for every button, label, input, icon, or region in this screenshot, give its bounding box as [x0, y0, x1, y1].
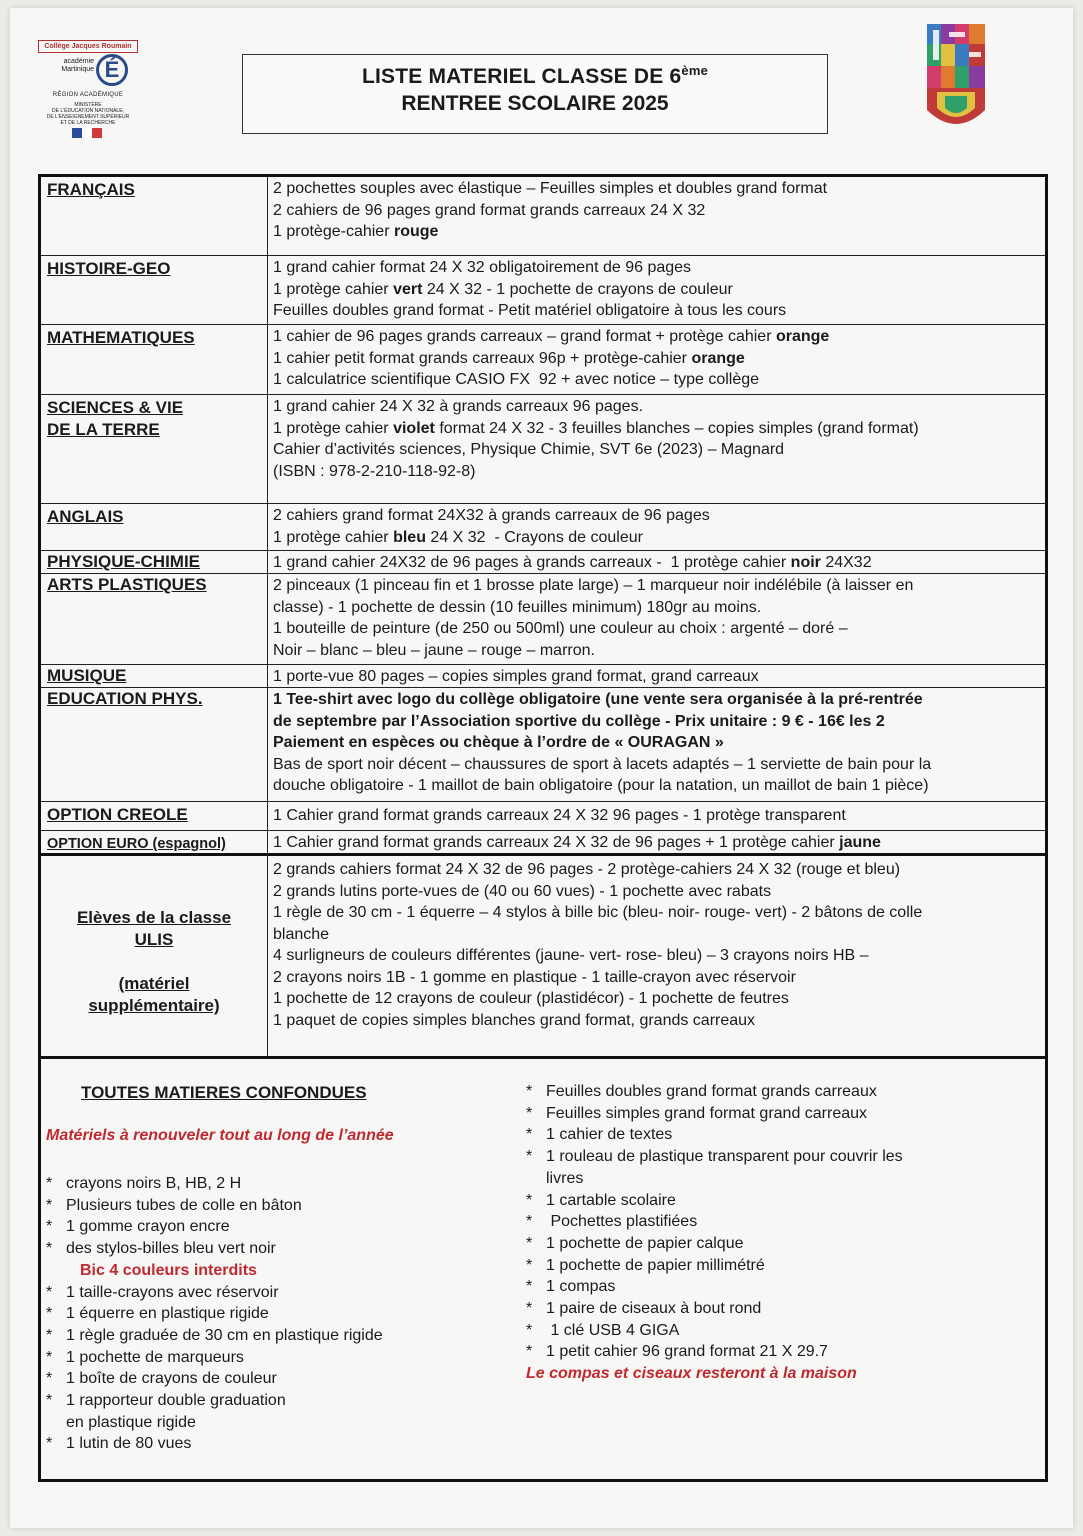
ulis-label-3: (matériel: [118, 974, 190, 993]
list-item: * 1 équerre en plastique rigide: [46, 1305, 269, 1323]
line-text: Feuilles doubles grand format - Petit matériel obligatoire à tous les cours: [273, 302, 787, 319]
subject-name: PHYSIQUE-CHIMIE: [47, 552, 201, 571]
ulis-line: 4 surligneurs de couleurs différentes (jaune- vert- rose- bleu) – 3 crayons noirs HB –: [273, 947, 869, 964]
subject-row-musique: [41, 665, 1045, 688]
subject-name: SCIENCES & VIE DE LA TERRE: [47, 398, 184, 439]
list-item-continuation: en plastique rigide: [66, 1413, 196, 1431]
line-text: Cahier d’activités sciences, Physique Chimie, SVT 6e (2023) – Magnard: [273, 441, 785, 458]
list-item: * 1 rouleau de plastique transparent pour couvrir les: [526, 1148, 903, 1166]
content-line: [273, 775, 1041, 797]
ulis-line: 1 paquet de copies simples blanches grand format, grands carreaux: [273, 1011, 756, 1029]
subject-name: ANGLAIS: [47, 507, 124, 526]
content-line: [273, 805, 1041, 827]
subject-row-education-physique: [41, 688, 1045, 802]
list-item: * Feuilles doubles grand format grands carreaux: [526, 1083, 877, 1100]
right-list: [524, 1081, 1024, 1385]
content-line: [273, 711, 1041, 733]
ulis-label-4: supplémentaire): [88, 996, 220, 1015]
school-crest-icon: [925, 22, 987, 138]
line-text: 1 cahier de 96 pages grands carreaux – grand format + protège cahier: [273, 328, 776, 345]
line-text: 1 bouteille de peinture (de 250 ou 500ml) une couleur au choix : argenté – doré –: [273, 620, 848, 637]
subject-content: [267, 665, 1045, 687]
line-text: 1 grand cahier 24X32 de 96 pages à grands carreaux - 1 protège cahier: [273, 554, 791, 571]
list-item: * Plusieurs tubes de colle en bâton: [46, 1196, 302, 1214]
content-line: [273, 618, 1041, 640]
subject-row-option-creole: [41, 802, 1045, 831]
list-item: * 1 clé USB 4 GIGA: [526, 1321, 680, 1339]
list-item: * 1 rapporteur double graduation: [46, 1392, 286, 1410]
ulis-line: 2 grands lutins porte-vues de (40 ou 60 vues) - 1 pochette avec rabats: [273, 882, 772, 900]
content-line: [273, 689, 1041, 711]
line-text: format 24 X 32 - 3 feuilles blanches – copies simples (grand format): [434, 419, 919, 437]
subject-name: OPTION EURO (espagnol): [47, 836, 226, 852]
list-item: * 1 pochette de papier millimétré: [526, 1256, 765, 1274]
content-line: [273, 640, 1041, 662]
subject-name: OPTION CREOLE: [47, 805, 188, 824]
content-line: [273, 221, 1041, 243]
content-line: [273, 552, 1041, 574]
highlight-text: bleu: [393, 528, 426, 546]
list-item: * des stylos-billes bleu vert noir: [46, 1240, 276, 1258]
content-line: [273, 597, 1041, 619]
subject-content: [267, 504, 1045, 550]
line-text: Noir – blanc – bleu – jaune – rouge – marron.: [273, 641, 595, 659]
academie-logo: [36, 40, 140, 145]
content-line: [273, 418, 1041, 440]
line-text: douche obligatoire - 1 maillot de bain obligatoire (pour la natation, un maillot de bain 1 pièce): [273, 777, 929, 794]
line-text: 1 protège cahier: [273, 528, 394, 546]
list-item: * 1 taille-crayons avec réservoir: [46, 1283, 279, 1301]
subject-content: [267, 574, 1045, 664]
subject-content: [267, 395, 1045, 503]
content-line: [273, 439, 1041, 461]
ulis-line: 1 pochette de 12 crayons de couleur (plastidécor) - 1 pochette de feutres: [273, 990, 789, 1007]
list-item: * crayons noirs B, HB, 2 H: [46, 1175, 242, 1192]
content-line: [273, 178, 1041, 200]
content-line: [273, 666, 1041, 688]
content-line: [273, 832, 1041, 854]
content-line: [273, 461, 1041, 483]
content-line: [273, 279, 1041, 301]
list-item: * 1 paire de ciseaux à bout rond: [526, 1300, 762, 1318]
line-text: 2 cahiers grand format 24X32 à grands carreaux de 96 pages: [273, 507, 710, 524]
subject-name: EDUCATION PHYS.: [47, 689, 203, 708]
line-text: 1 Cahier grand format grands carreaux 24 X 32 96 pages - 1 protège transparent: [273, 807, 846, 824]
list-item: * Pochettes plastifiées: [526, 1213, 698, 1231]
subject-row-mathematiques: [41, 325, 1045, 395]
line-text: 1 cahier petit format grands carreaux 96p + protège-cahier: [273, 349, 692, 367]
line-text: 1 protège cahier: [273, 280, 394, 298]
list-item: * 1 pochette de papier calque: [526, 1234, 744, 1252]
french-flag-icon: [72, 128, 102, 138]
academie-name: académie Martinique: [61, 58, 94, 73]
list-item: * 1 petit cahier 96 grand format 21 X 29.7: [526, 1343, 828, 1361]
content-line: [273, 754, 1041, 776]
page-title: LISTE MATERIEL CLASSE DE 6ème RENTREE SCOLAIRE 2025: [242, 54, 828, 134]
list-item: * 1 boîte de crayons de couleur: [46, 1370, 277, 1388]
line-text: 24X32: [820, 554, 872, 571]
material-table: [38, 174, 1048, 1482]
list-item: * 1 cahier de textes: [526, 1126, 673, 1144]
line-text: 1 grand cahier format 24 X 32 obligatoirement de 96 pages: [273, 259, 692, 276]
content-line: [273, 732, 1041, 754]
line-text: 2 pinceaux (1 pinceau fin et 1 brosse plate large) – 1 marqueur noir indélébile (à laisser en: [273, 577, 914, 594]
list-item: * 1 règle graduée de 30 cm en plastique rigide: [46, 1326, 383, 1344]
ulis-label: Elèves de la classe: [76, 908, 232, 927]
school-badge: Collège Jacques Roumain: [38, 40, 138, 53]
general-materials: [41, 1057, 1045, 1479]
general-subtitle: Matériels à renouveler tout au long de l’année: [46, 1127, 394, 1144]
subject-content: [267, 325, 1045, 394]
line-text: 2 pochettes souples avec élastique – Feuilles simples et doubles grand format: [273, 180, 828, 197]
content-line: [273, 527, 1041, 549]
list-item-continuation: livres: [546, 1169, 584, 1187]
content-line: [273, 200, 1041, 222]
line-text: 24 X 32 - 1 pochette de crayons de couleur: [422, 280, 733, 298]
line-text: 24 X 32 - Crayons de couleur: [425, 528, 643, 546]
subject-name: FRANÇAIS: [47, 180, 135, 199]
list-item: * 1 compas: [526, 1278, 616, 1296]
highlight-text: violet: [393, 419, 435, 437]
list-item: * 1 lutin de 80 vues: [46, 1435, 192, 1453]
subject-row-physique-chimie: [41, 551, 1045, 574]
left-list: [44, 1173, 514, 1455]
highlight-text: rouge: [393, 223, 439, 240]
ulis-content: [267, 856, 1045, 1056]
highlight-text: 1 Tee-shirt avec logo du collège obligatoire (une vente sera organisée à la pré-rentrée: [273, 691, 923, 708]
subject-name: ARTS PLASTIQUES: [47, 575, 207, 594]
general-title: TOUTES MATIERES CONFONDUES: [81, 1083, 367, 1102]
subject-content: [267, 551, 1045, 573]
content-line: [273, 369, 1041, 391]
ulis-line: 2 crayons noirs 1B - 1 gomme en plastique - 1 taille-crayon avec réservoir: [273, 968, 796, 986]
line-text: 1 protège-cahier: [273, 223, 394, 240]
ulis-label-2: ULIS: [134, 930, 174, 949]
subject-row-option-euro: [41, 831, 1045, 856]
ulis-line: 2 grands cahiers format 24 X 32 de 96 pages - 2 protège-cahiers 24 X 32 (rouge et bleu): [273, 861, 901, 878]
content-line: [273, 505, 1041, 527]
line-text: Bas de sport noir décent – chaussures de sport à lacets adaptés – 1 serviette de bain pour la: [273, 755, 932, 773]
subject-content: [267, 256, 1045, 324]
content-line: [273, 257, 1041, 279]
ministry-label: MINISTÈRE DE L'ÉDUCATION NATIONALE, DE L'ENSEIGNEMENT SUPÉRIEUR ET DE LA RECHERCHE: [46, 102, 130, 126]
ulis-line: blanche: [273, 925, 330, 943]
subject-content: [267, 802, 1045, 830]
content-line: [273, 326, 1041, 348]
highlight-text: noir: [790, 554, 821, 571]
line-text: 1 protège cahier: [273, 419, 394, 437]
content-line: [273, 300, 1041, 322]
warning-text: Bic 4 couleurs interdits: [80, 1261, 257, 1279]
education-logo-icon: É: [96, 54, 128, 86]
list-item: * 1 gomme crayon encre: [46, 1218, 230, 1236]
highlight-text: orange: [775, 328, 830, 345]
highlight-text: Paiement en espèces ou chèque à l’ordre de « OURAGAN »: [273, 734, 724, 751]
list-item: * 1 cartable scolaire: [526, 1191, 676, 1209]
highlight-text: de septembre par l’Association sportive du collège - Prix unitaire : 9 € - 16€ les 2: [273, 712, 885, 730]
line-text: 1 calculatrice scientifique CASIO FX 92 + avec notice – type collège: [273, 371, 760, 388]
subject-row-arts-plastiques: [41, 574, 1045, 665]
content-line: [273, 396, 1041, 418]
line-text: classe) - 1 pochette de dessin (10 feuilles minimum) 180gr au moins.: [273, 598, 762, 616]
subject-row-svt: [41, 395, 1045, 504]
content-line: [273, 575, 1041, 597]
subject-row-anglais: [41, 504, 1045, 551]
subject-content: [267, 177, 1045, 255]
ulis-row: [41, 856, 1045, 1059]
highlight-text: jaune: [839, 834, 881, 851]
subject-name: MUSIQUE: [47, 666, 127, 685]
line-text: 2 cahiers de 96 pages grand format grands carreaux 24 X 32: [273, 201, 706, 219]
subject-content: [267, 688, 1045, 801]
region-label: RÉGION ACADÉMIQUE: [52, 92, 124, 98]
line-text: 1 Cahier grand format grands carreaux 24 X 32 de 96 pages + 1 protège cahier: [273, 834, 840, 851]
subject-row-histoire-geo: [41, 256, 1045, 325]
line-text: 1 grand cahier 24 X 32 à grands carreaux 96 pages.: [273, 398, 644, 415]
highlight-text: orange: [691, 349, 745, 367]
subject-content: [267, 831, 1045, 853]
list-item: * Feuilles simples grand format grand carreaux: [526, 1104, 868, 1122]
subject-name: HISTOIRE-GEO: [47, 259, 171, 278]
ulis-line: 1 règle de 30 cm - 1 équerre – 4 stylos à bille bic (bleu- noir- rouge- vert) - 2 bâtons de colle: [273, 904, 923, 921]
subject-name: MATHEMATIQUES: [47, 328, 195, 347]
list-item: * 1 pochette de marqueurs: [46, 1348, 244, 1366]
highlight-text: vert: [393, 280, 423, 298]
subject-row-francais: [41, 177, 1045, 256]
content-line: [273, 348, 1041, 370]
line-text: 1 porte-vue 80 pages – copies simples grand format, grand carreaux: [273, 668, 759, 685]
line-text: (ISBN : 978-2-210-118-92-8): [273, 462, 476, 480]
warning-text: Le compas et ciseaux resteront à la maison: [526, 1365, 857, 1383]
